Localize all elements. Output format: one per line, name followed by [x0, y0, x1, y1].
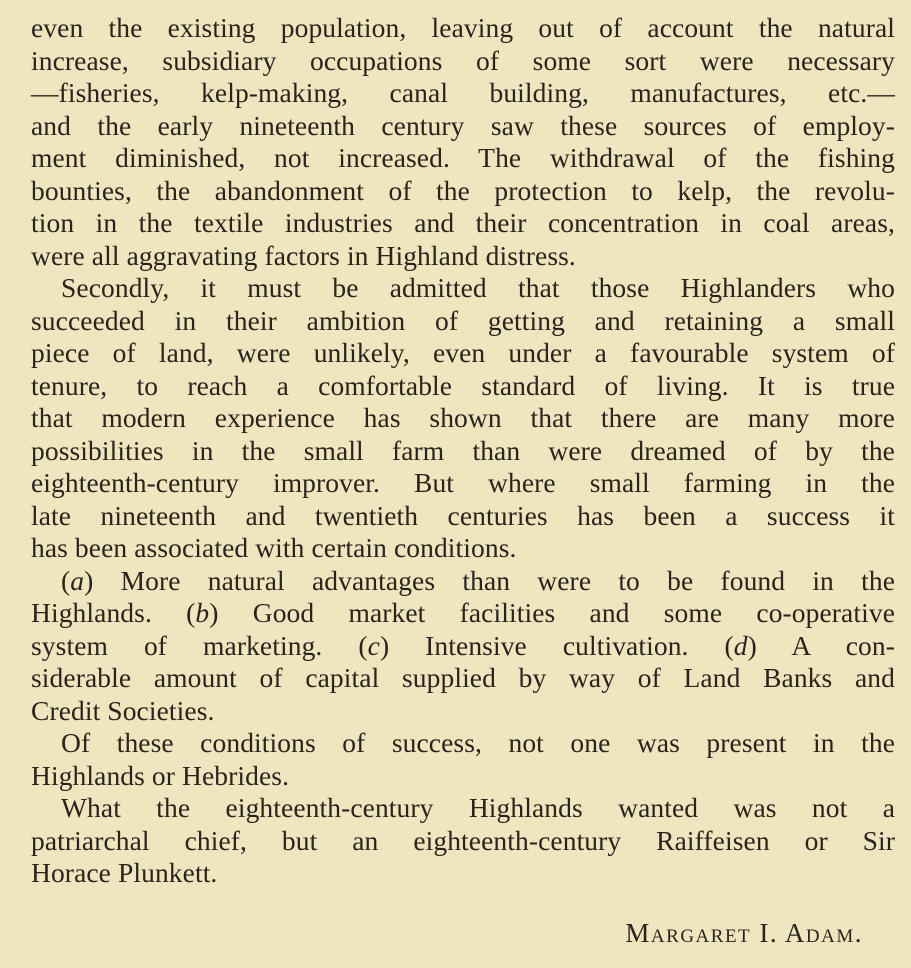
text-segment: What the eighteenth-century Highlands wanted was not a — [61, 792, 895, 823]
text-line — [31, 110, 895, 143]
text-segment: tenure, to reach a comfortable standard of living. It is true — [31, 369, 895, 401]
text-line — [31, 305, 895, 338]
text-line — [31, 695, 895, 728]
text-segment: ) Intensive cultivation. ( — [379, 629, 734, 661]
text-line — [31, 597, 895, 630]
text-segment: eighteenth-century improver. But where small farming in the — [31, 467, 895, 498]
text-segment: Credit Societies. — [31, 694, 215, 726]
text-segment: Horace Plunkett. — [31, 857, 218, 888]
text-line — [31, 272, 895, 305]
text-line — [31, 77, 895, 110]
text-line — [31, 370, 895, 403]
text-line — [31, 240, 895, 273]
text-line — [31, 142, 895, 175]
text-line — [31, 727, 895, 760]
text-segment: succeeded in their ambition of getting and retaining a small — [31, 304, 895, 336]
italic-letter: a — [70, 564, 85, 596]
text-segment: —fisheries, kelp-making, canal building, manufactures, etc.— — [31, 77, 895, 108]
text-line — [31, 435, 895, 468]
text-line — [31, 175, 895, 208]
text-segment: even the existing population, leaving out of account the natural — [31, 12, 895, 43]
text-line — [31, 532, 895, 565]
text-segment: has been associated with certain conditions. — [31, 532, 517, 563]
text-line — [31, 662, 895, 695]
text-line — [31, 792, 895, 825]
text-segment: late nineteenth and twentieth centuries has been a success it — [31, 499, 895, 531]
text-segment: ment diminished, not increased. The withdrawal of the fishing — [31, 142, 895, 173]
text-segment: increase, subsidiary occupations of some sort were necessary — [31, 44, 895, 76]
text-line — [31, 45, 895, 78]
text-segment: that modern experience has shown that there are many more — [31, 402, 895, 433]
italic-letter: d — [733, 629, 748, 661]
text-line — [31, 207, 895, 240]
text-segment: were all aggravating factors in Highland distress. — [31, 239, 576, 271]
body-text — [31, 12, 895, 890]
text-segment: and the early nineteenth century saw these sources of employ- — [31, 109, 895, 141]
text-segment: Highlands or Hebrides. — [31, 759, 290, 791]
text-segment: system of marketing. ( — [31, 629, 368, 661]
text-line — [31, 467, 895, 500]
text-segment: ) More natural advantages than were to be found in the — [84, 564, 895, 596]
text-line — [31, 12, 895, 45]
text-line — [31, 760, 895, 793]
text-segment: piece of land, were unlikely, even under a favourable system of — [31, 337, 895, 368]
text-segment: Highlands. ( — [31, 597, 196, 628]
italic-letter: b — [195, 597, 210, 628]
text-line — [31, 825, 895, 858]
text-segment: ) Good market facilities and some co-operative — [209, 597, 896, 628]
text-segment: siderable amount of capital supplied by way of Land Banks and — [31, 662, 895, 693]
text-segment: Of these conditions of success, not one was present in the — [61, 727, 895, 758]
text-segment: bounties, the abandonment of the protection to kelp, the revolu- — [31, 174, 895, 206]
italic-letter: c — [367, 629, 380, 661]
text-line — [31, 565, 895, 598]
text-line — [31, 337, 895, 370]
text-segment: Secondly, it must be admitted that those Highlanders who — [61, 272, 895, 303]
text-segment: possibilities in the small farm than were dreamed of by the — [31, 434, 895, 466]
text-segment: tion in the textile industries and their concentration in coal areas, — [31, 207, 895, 238]
text-segment: ) A con- — [747, 629, 895, 661]
text-segment: patriarchal chief, but an eighteenth-century Raiffeisen or Sir — [31, 824, 895, 856]
text-line — [31, 402, 895, 435]
text-line — [31, 630, 895, 663]
author-signature: Margaret I. Adam. — [625, 918, 863, 948]
text-line — [31, 857, 895, 890]
text-line — [31, 500, 895, 533]
text-segment: ( — [61, 564, 71, 596]
